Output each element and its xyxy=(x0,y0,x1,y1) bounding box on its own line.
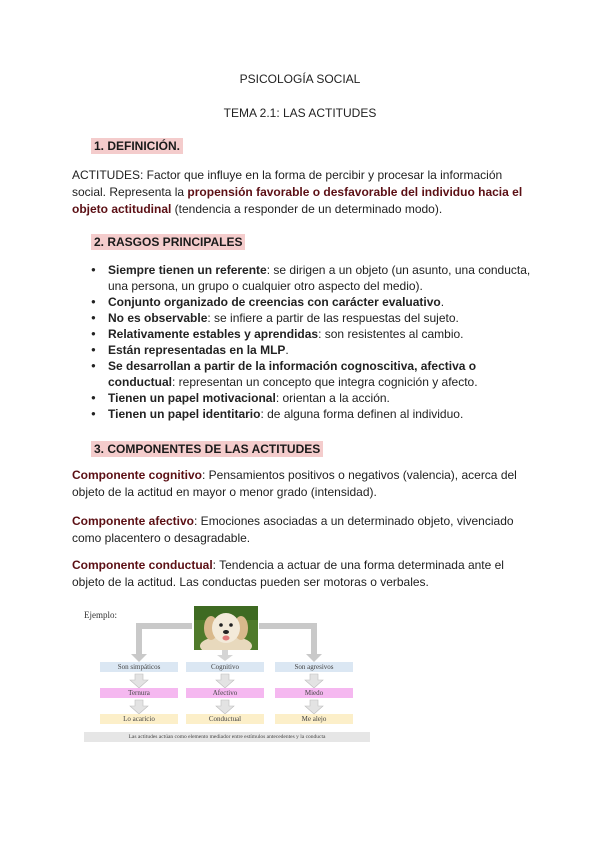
item-bold: Están representadas en la MLP xyxy=(108,343,286,357)
box-cognitive-positive: Son simpáticos xyxy=(100,662,178,672)
connector-right xyxy=(259,626,314,654)
box-behavioral-negative: Me alejo xyxy=(275,714,353,724)
list-item xyxy=(72,342,532,358)
definition-text-end: (tendencia a responder de un determinado modo). xyxy=(171,202,443,216)
example-label: Ejemplo: xyxy=(84,610,117,620)
connector-left xyxy=(139,626,192,654)
item-bold: Siempre tienen un referente xyxy=(108,263,267,277)
box-affective-positive: Ternura xyxy=(100,688,178,698)
list-item xyxy=(72,406,532,422)
puppy-photo xyxy=(194,606,258,650)
item-text: : representan un concepto que integra cognición y afecto. xyxy=(172,375,478,389)
item-text: : se infiere a partir de las respuestas del sujeto. xyxy=(207,311,459,325)
down-arrow xyxy=(216,700,234,714)
item-text: . xyxy=(285,343,289,357)
definition-highlight: propensión favorable o desfavorable del individuo hacia el objeto actitudinal xyxy=(72,185,523,216)
component-text: : Pensamientos positivos o negativos (valencia), acerca del objeto de la actitud en mayor o menor grado (intensidad). xyxy=(72,468,517,499)
list-item xyxy=(72,390,532,406)
box-cognitive-negative: Son agresivos xyxy=(275,662,353,672)
figure-caption: Las actitudes actúan como elemento mediador entre estímulos antecedentes y la conducta xyxy=(84,732,370,742)
component-label: Componente cognitivo xyxy=(72,468,202,482)
attitude-example-figure xyxy=(84,604,374,744)
list-item xyxy=(72,358,532,390)
section-heading-definicion: 1. DEFINICIÓN. xyxy=(91,138,183,154)
item-bold: Tienen un papel identitario xyxy=(108,407,261,421)
definition-text-start: ACTITUDES: Factor que influye en la forma de percibir y procesar la información social. Representa la xyxy=(72,168,503,199)
arrow-head xyxy=(217,655,233,661)
item-bold: Relativamente estables y aprendidas xyxy=(108,327,319,341)
item-text: : se dirigen a un objeto (un asunto, una conducta, una persona, un grupo o cualquier otro aspecto del medio). xyxy=(108,263,531,293)
arrow-head xyxy=(131,654,147,662)
document-title: PSICOLOGÍA SOCIAL xyxy=(239,72,361,86)
down-arrow xyxy=(130,700,148,714)
down-arrow xyxy=(305,700,323,714)
section-heading-componentes: 3. COMPONENTES DE LAS ACTITUDES xyxy=(91,441,323,457)
down-arrow xyxy=(130,674,148,688)
traits-list xyxy=(72,262,532,422)
box-affective-negative: Miedo xyxy=(275,688,353,698)
list-item xyxy=(72,310,532,326)
item-bold: Conjunto organizado de creencias con carácter evaluativo xyxy=(108,295,441,309)
item-text: : de alguna forma definen al individuo. xyxy=(260,407,464,421)
definition-paragraph xyxy=(72,167,532,218)
component-affective xyxy=(72,513,532,547)
item-text: : son resistentes al cambio. xyxy=(318,327,464,341)
list-item xyxy=(72,262,532,294)
component-text: : Emociones asociadas a un determinado objeto, vivenciado como placentero o desagradable. xyxy=(72,514,514,545)
box-cognitive: Cognitivo xyxy=(186,662,264,672)
component-behavioral xyxy=(72,557,532,591)
item-text: . xyxy=(440,295,445,309)
section-heading-rasgos: 2. RASGOS PRINCIPALES xyxy=(91,234,245,250)
list-item xyxy=(72,326,532,342)
item-bold: Tienen un papel motivacional xyxy=(108,391,276,405)
down-arrow xyxy=(305,674,323,688)
arrow-head xyxy=(306,654,322,662)
component-label: Componente conductual xyxy=(72,558,213,572)
list-item xyxy=(72,294,532,310)
document-subtitle: TEMA 2.1: LAS ACTITUDES xyxy=(223,106,377,120)
item-bold: No es observable xyxy=(108,311,208,325)
item-bold: Se desarrollan a partir de la información cognoscitiva, afectiva o conductual xyxy=(108,359,477,389)
box-affective: Afectivo xyxy=(186,688,264,698)
component-text: : Tendencia a actuar de una forma determinada ante el objeto de la actitud. Las conductas pueden ser motoras o verbales. xyxy=(72,558,504,589)
box-behavioral-positive: Lo acaricio xyxy=(100,714,178,724)
item-text: : orientan a la acción. xyxy=(275,391,390,405)
component-cognitive xyxy=(72,467,532,501)
component-label: Componente afectivo xyxy=(72,514,195,528)
box-behavioral: Conductual xyxy=(186,714,264,724)
down-arrow xyxy=(216,674,234,688)
